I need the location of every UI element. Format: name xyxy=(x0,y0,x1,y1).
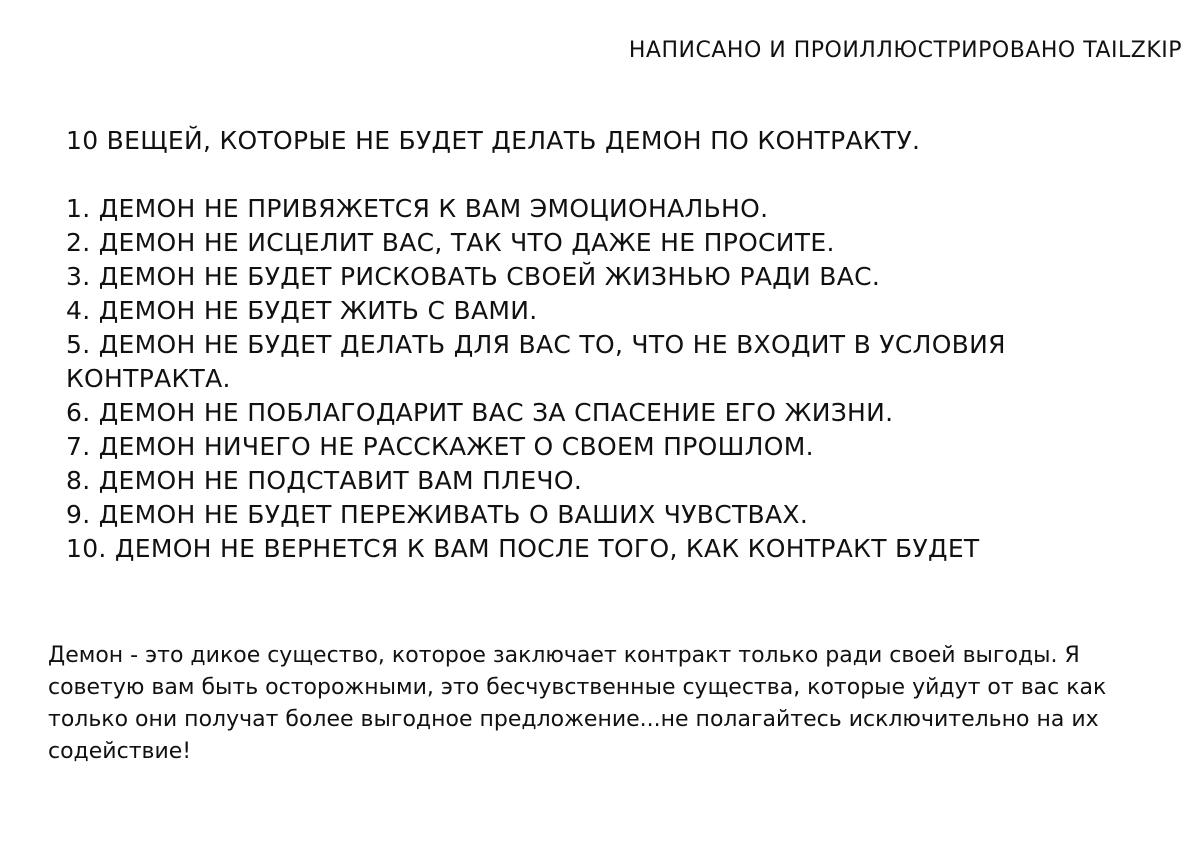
rules-list-block xyxy=(66,124,1176,566)
author-credit: НАПИСАНО И ПРОИЛЛЮСТРИРОВАНО TAILZKIP xyxy=(628,38,1182,63)
list-item: 6. ДЕМОН НЕ ПОБЛАГОДАРИТ ВАС ЗА СПАСЕНИЕ ЕГО ЖИЗНИ. xyxy=(66,398,894,427)
list-item: 5. ДЕМОН НЕ БУДЕТ ДЕЛАТЬ ДЛЯ ВАС ТО, ЧТО НЕ ВХОДИТ В УСЛОВИЯ КОНТРАКТА. xyxy=(66,330,1006,393)
list-item: 4. ДЕМОН НЕ БУДЕТ ЖИТЬ С ВАМИ. xyxy=(66,296,538,325)
list-item: 9. ДЕМОН НЕ БУДЕТ ПЕРЕЖИВАТЬ О ВАШИХ ЧУВСТВАХ. xyxy=(66,500,809,529)
rules-list xyxy=(66,192,1176,566)
list-item: 3. ДЕМОН НЕ БУДЕТ РИСКОВАТЬ СВОЕЙ ЖИЗНЬЮ РАДИ ВАС. xyxy=(66,262,881,291)
list-item: 2. ДЕМОН НЕ ИСЦЕЛИТ ВАС, ТАК ЧТО ДАЖЕ НЕ ПРОСИТЕ. xyxy=(66,228,835,257)
list-item: 8. ДЕМОН НЕ ПОДСТАВИТ ВАМ ПЛЕЧО. xyxy=(66,466,583,495)
list-item: 7. ДЕМОН НИЧЕГО НЕ РАССКАЖЕТ О СВОЕМ ПРОШЛОМ. xyxy=(66,432,814,461)
warning-note: Демон - это дикое существо, которое заключает контракт только ради своей выгоды. Я советую вам быть осторожными, это бесчувственные существа, которые уйдут от вас как только они получат более выгодное предложение...не полагайтесь исключительно на их содействие! xyxy=(48,643,1107,764)
list-title: 10 ВЕЩЕЙ, КОТОРЫЕ НЕ БУДЕТ ДЕЛАТЬ ДЕМОН ПО КОНТРАКТУ. xyxy=(66,126,921,155)
list-item: 1. ДЕМОН НЕ ПРИВЯЖЕТСЯ К ВАМ ЭМОЦИОНАЛЬНО. xyxy=(66,194,769,223)
list-item: 10. ДЕМОН НЕ ВЕРНЕТСЯ К ВАМ ПОСЛЕ ТОГО, КАК КОНТРАКТ БУДЕТ xyxy=(66,534,980,563)
